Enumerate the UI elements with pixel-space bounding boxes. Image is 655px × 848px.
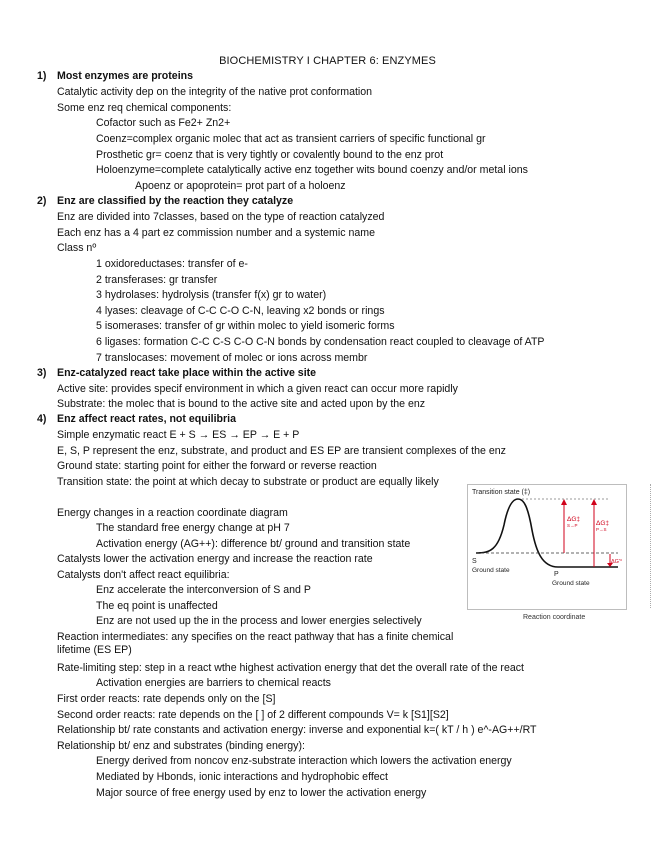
text-line: Activation energies are barriers to chemical reacts [96, 677, 331, 689]
text-line: Reaction intermediates: any specifies on the react pathway that has a finite chemical lifetime (ES EP) [57, 631, 454, 656]
text-line: Energy changes in a reaction coordinate diagram [57, 507, 288, 519]
text-line: The eq point is unaffected [96, 600, 218, 612]
energy-curve [476, 499, 618, 567]
section-number: 1) [37, 70, 47, 82]
text-line: 3 hydrolases: hydrolysis (transfer f(x) gr to water) [96, 289, 327, 301]
p-label: P [554, 571, 559, 578]
section-number: 3) [37, 367, 47, 379]
text-line: Enz are not used up the in the process and lower energies selectively [96, 615, 422, 627]
text-line: Activation energy (AG++): difference bt/ ground and transition state [96, 538, 411, 550]
text-line: Relationship bt/ rate constants and activation energy: inverse and exponential k=( kT / h ) e^-AG++/RT [57, 724, 537, 736]
dg0-label: ΔG'° [611, 559, 623, 565]
text-line: Ground state: starting point for either the forward or reverse reaction [57, 460, 377, 472]
text-line: Transition state: the point at which decay to substrate or product are equally likely [57, 476, 439, 488]
figure-caption: Reaction coordinate [523, 614, 586, 621]
text-line: First order reacts: rate depends only on the [S] [57, 693, 276, 705]
figure-edge-dots [650, 484, 652, 608]
page-title: BIOCHEMISTRY I CHAPTER 6: ENZYMES [219, 55, 436, 67]
section-number: 4) [37, 413, 47, 425]
text-line: Holoenzyme=complete catalytically active enz together wits bound coenzy and/or metal ions [96, 164, 528, 176]
text-line: Relationship bt/ enz and substrates (binding energy): [57, 740, 305, 752]
text-line: Substrate: the molec that is bound to the active site and acted upon by the enz [57, 398, 426, 410]
section-heading: Enz-catalyzed react take place within the active site [57, 367, 317, 379]
s-state-label: Ground state [472, 567, 510, 574]
section-heading: Enz are classified by the reaction they catalyze [57, 195, 294, 207]
text-line: Second order reacts: rate depends on the [ ] of 2 different compounds V= k [S1][S2] [57, 709, 449, 721]
text-line: 4 lyases: cleavage of C-C C-O C-N, leaving x2 bonds or rings [96, 305, 385, 317]
text-line: 7 translocases: movement of molec or ions across membr [96, 352, 368, 364]
text-line: Apoenz or apoprotein= prot part of a holoenz [135, 180, 346, 192]
text-line: Catalysts lower the activation energy and increase the reaction rate [57, 553, 373, 565]
text-line: Rate-limiting step: step in a react wthe highest activation energy that det the overall rate of the react [57, 662, 524, 674]
text-line: Each enz has a 4 part ez commission number and a systemic name [57, 227, 375, 239]
section-heading: Most enzymes are proteins [57, 70, 193, 82]
text-line: E, S, P represent the enz, substrate, and product and ES EP are transient complexes of the enz [57, 445, 506, 457]
figure-title: Transition state (‡) [472, 489, 531, 496]
text-line: Energy derived from noncov enz-substrate interaction which lowers the activation energy [96, 755, 512, 767]
text-line: Class nº [57, 242, 97, 254]
text-line: Enz accelerate the interconversion of S and P [96, 584, 311, 596]
dg-s-to-p-subscript: S→P [567, 523, 578, 528]
text-line: The standard free energy change at pH 7 [96, 522, 290, 534]
dg-p-to-s-label: ΔG‡ [596, 520, 610, 527]
text-line: Catalytic activity dep on the integrity of the native prot conformation [57, 86, 373, 98]
reaction-coordinate-diagram [467, 484, 627, 610]
text-line: Simple enzymatic react E + S → ES → EP → E + P [57, 429, 300, 441]
p-state-label: Ground state [552, 580, 590, 587]
text-line: 6 ligases: formation C-C C-S C-O C-N bonds by condensation react coupled to cleavage of ATP [96, 336, 545, 348]
dg-p-to-s-subscript: P→S [596, 527, 607, 532]
s-label: S [472, 558, 477, 565]
section-number: 2) [37, 195, 47, 207]
text-line: Major source of free energy used by enz to lower the activation energy [96, 787, 427, 799]
text-line: Enz are divided into 7classes, based on the type of reaction catalyzed [57, 211, 385, 223]
text-line: Prosthetic gr= coenz that is very tightly or covalently bound to the enz prot [96, 149, 444, 161]
text-line: Some enz req chemical components: [57, 102, 232, 114]
energy-diagram-svg [468, 485, 626, 609]
text-line: 1 oxidoreductases: transfer of e- [96, 258, 248, 270]
text-line: Cofactor such as Fe2+ Zn2+ [96, 117, 231, 129]
text-line: Coenz=complex organic molec that act as transient carriers of specific functional gr [96, 133, 486, 145]
text-line: 2 transferases: gr transfer [96, 274, 218, 286]
text-line: Mediated by Hbonds, ionic interactions and hydrophobic effect [96, 771, 388, 783]
text-line: 5 isomerases: transfer of gr within molec to yield isomeric forms [96, 320, 395, 332]
text-line: Active site: provides specif environment in which a given react can occur more rapidly [57, 383, 458, 395]
text-line: Catalysts don't affect react equilibria: [57, 569, 230, 581]
section-heading: Enz affect react rates, not equilibria [57, 413, 236, 425]
dg-s-to-p-label: ΔG‡ [567, 516, 581, 523]
